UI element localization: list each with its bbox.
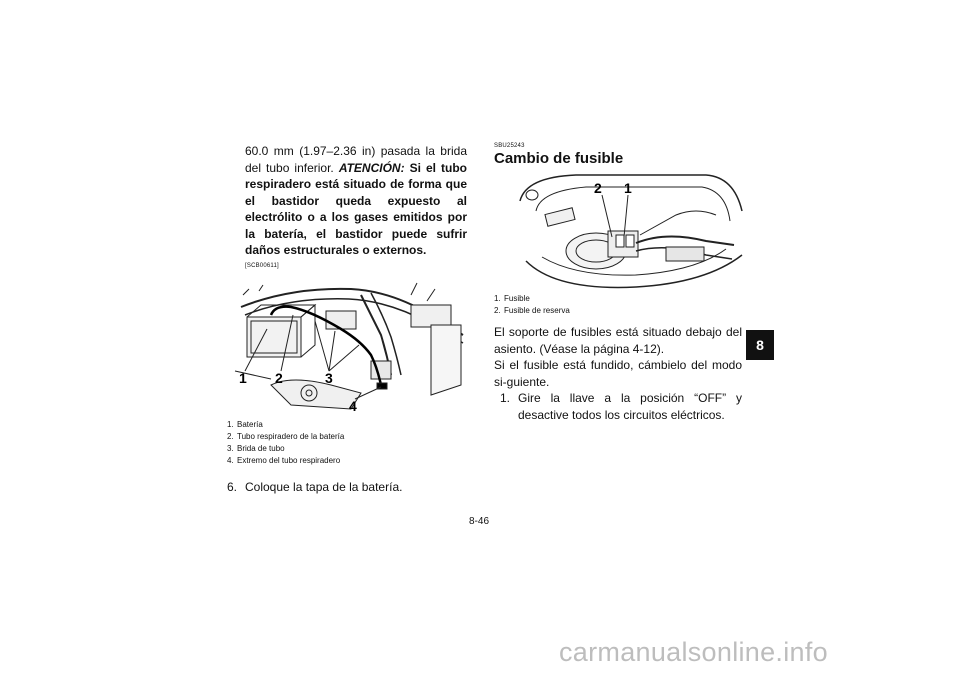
battery-breather-figure: [231, 275, 467, 415]
legend-num: 1.: [494, 294, 501, 303]
legend-item: [494, 305, 742, 317]
step-text: Gire la llave a la posición “OFF” y desactive todos los circuitos eléctricos.: [518, 391, 742, 422]
caution-code: [SCB00611]: [245, 262, 279, 269]
fuse-illustration: [516, 171, 746, 291]
warning-label: ATENCIÓN:: [338, 160, 405, 175]
legend-text: Tubo respiradero de la batería: [237, 431, 345, 441]
left-figure-legend: [227, 419, 467, 467]
legend-text: Batería: [237, 419, 263, 429]
continuation-paragraph: [227, 143, 467, 259]
legend-item: [227, 431, 467, 443]
legend-text: Brida de tubo: [237, 443, 285, 453]
callout-2: 2: [594, 180, 602, 196]
chapter-tab: 8: [746, 330, 774, 360]
right-figure-legend: [494, 293, 742, 317]
callout-4: 4: [349, 397, 357, 414]
legend-item: [227, 443, 467, 455]
section-code: SBU25243: [494, 143, 525, 149]
step-number: 6.: [227, 479, 238, 494]
legend-num: 1.: [227, 419, 234, 429]
legend-num: 4.: [227, 455, 234, 465]
section-heading: Cambio de fusible: [494, 150, 624, 167]
fuse-replace-paragraph: Si el fusible está fundido, cámbielo del modo si-guiente.: [494, 358, 742, 389]
step-number: 1.: [500, 391, 511, 405]
fuse-figure: [516, 171, 746, 291]
right-column: [494, 143, 742, 423]
battery-breather-illustration: [231, 275, 467, 415]
callout-2: 2: [275, 369, 283, 386]
step-1: [494, 390, 742, 423]
legend-num: 2.: [494, 306, 501, 315]
callout-3: 3: [325, 369, 333, 386]
left-column: [227, 143, 467, 495]
legend-num: 2.: [227, 431, 234, 441]
legend-text: Fusible: [504, 294, 530, 303]
legend-num: 3.: [227, 443, 234, 453]
step-text: Coloque la tapa de la batería.: [245, 479, 403, 494]
fuse-location-paragraph: El soporte de fusibles está situado debajo del asiento. (Véase la página 4-12).: [494, 325, 742, 356]
legend-item: [227, 455, 467, 467]
legend-text: Fusible de reserva: [504, 306, 570, 315]
warning-text: Si el tubo respiradero está situado de forma que el bastidor queda expuesto al electrólito o a los gases emitidos por la batería, el bastidor puede sufrir daños estructurales o externos.: [245, 160, 468, 257]
footer-watermark-url[interactable]: carmanualsonline.info: [559, 637, 828, 667]
continuation-text: 60.0 mm (1.97–2.36 in) pasada la brida del tubo inferior.: [245, 144, 467, 175]
callout-1: 1: [239, 369, 247, 386]
legend-item: [227, 419, 467, 431]
step-6: [227, 479, 467, 496]
callout-1: 1: [624, 180, 632, 196]
legend-item: [494, 293, 742, 305]
legend-text: Extremo del tubo respiradero: [237, 455, 341, 465]
page-number: 8-46: [469, 516, 490, 527]
